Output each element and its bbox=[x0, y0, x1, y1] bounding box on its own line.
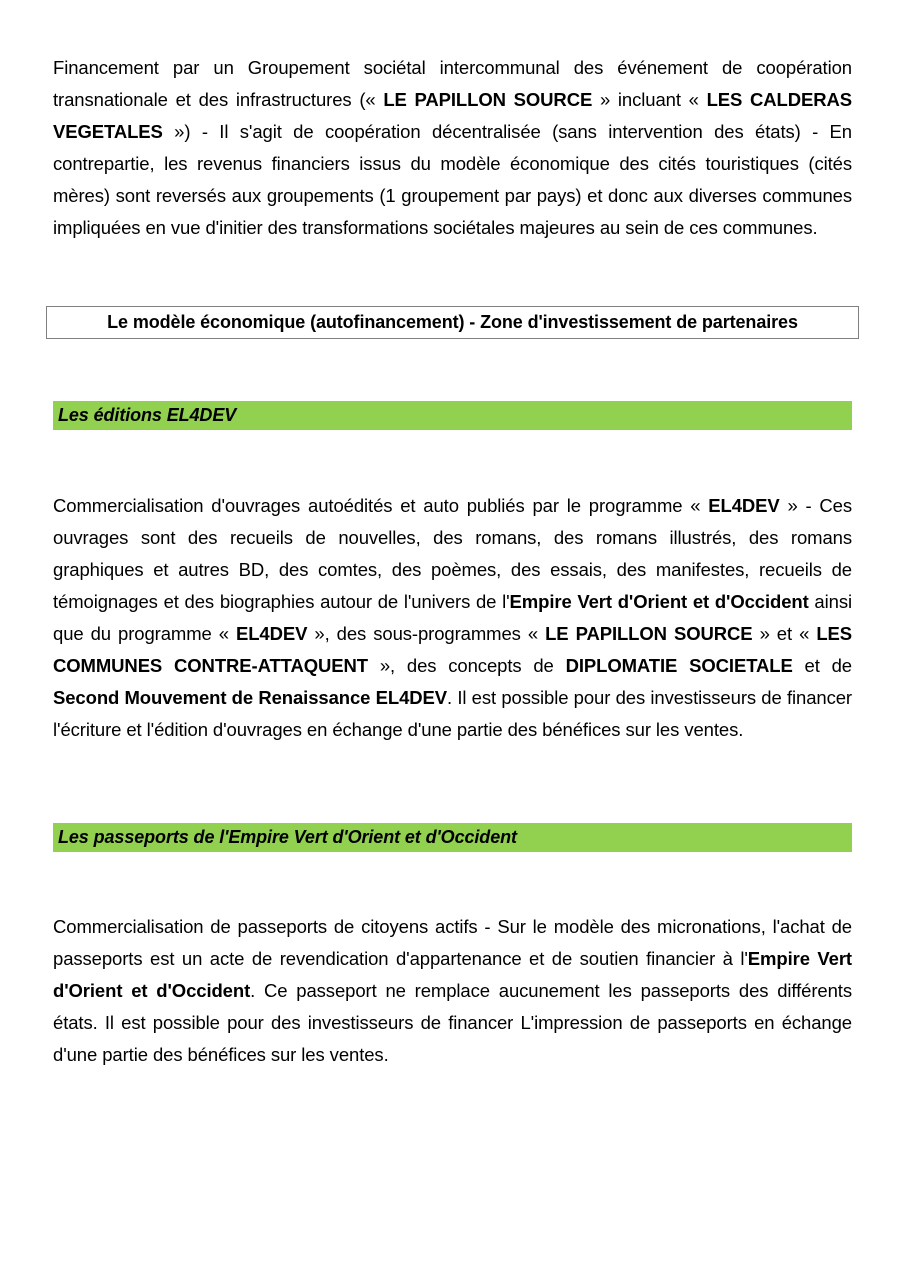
spacer bbox=[53, 339, 852, 401]
emphasis-text: EL4DEV bbox=[708, 495, 780, 516]
spacer bbox=[53, 852, 852, 911]
body-text: ainsi que du programme « bbox=[53, 591, 852, 644]
emphasis-text: Second Mouvement de Renaissance EL4DEV bbox=[53, 687, 448, 708]
body-text: » - Ces ouvrages sont des recueils de nouvelles, des romans, des romans illustrés, des romans graphiques et autres BD, des comtes, des poèmes, des essais, des manifestes, recueils de témoignages et des biographies autour de l'univers de l' bbox=[53, 495, 852, 612]
body-text: » et « bbox=[752, 623, 817, 644]
emphasis-text: DIPLOMATIE SOCIETALE bbox=[565, 655, 793, 676]
emphasis-text: Empire Vert d'Orient et d'Occident bbox=[53, 948, 852, 1001]
emphasis-text: EL4DEV bbox=[235, 623, 308, 644]
body-text: », des sous-programmes « bbox=[307, 623, 546, 644]
body-text: . Il est possible pour des investisseurs de financer l'écriture et l'édition d'ouvrages en échange d'une partie des bénéfices sur les ventes. bbox=[53, 687, 852, 740]
spacer bbox=[53, 430, 852, 490]
body-text: Commercialisation d'ouvrages autoédités et auto publiés par le programme « bbox=[53, 495, 709, 516]
spacer bbox=[53, 746, 852, 823]
emphasis-text: LES CALDERAS VEGETALES bbox=[53, 89, 852, 142]
body-text: Financement par un Groupement sociétal intercommunal des événement de coopération transnationale et des infrastructures (« bbox=[53, 57, 852, 110]
spacer bbox=[53, 244, 852, 306]
body-text: et de bbox=[792, 655, 852, 676]
body-text: . Ce passeport ne remplace aucunement les passeports des différents états. Il est possible pour des investisseurs de financer L'impression de passeports en échange d'une partie des bénéfices sur les ventes. bbox=[53, 980, 852, 1065]
green-heading-passeports: Les passeports de l'Empire Vert d'Orient et d'Occident bbox=[53, 823, 852, 852]
emphasis-text: LES COMMUNES CONTRE-ATTAQUENT bbox=[53, 623, 852, 676]
body-text: », des concepts de bbox=[368, 655, 566, 676]
paragraph-editions bbox=[53, 490, 852, 746]
boxed-heading-wrapper bbox=[46, 306, 859, 339]
emphasis-text: Empire Vert d'Orient et d'Occident bbox=[509, 591, 809, 612]
green-heading-wrapper-passeports bbox=[53, 823, 852, 852]
body-text: » incluant « bbox=[592, 89, 707, 110]
paragraph-passeports bbox=[53, 911, 852, 1071]
document-content bbox=[53, 52, 852, 1071]
emphasis-text: LE PAPILLON SOURCE bbox=[383, 89, 593, 110]
green-heading-editions: Les éditions EL4DEV bbox=[53, 401, 852, 430]
emphasis-text: LE PAPILLON SOURCE bbox=[545, 623, 753, 644]
paragraph-financement bbox=[53, 52, 852, 244]
green-heading-wrapper-editions bbox=[53, 401, 852, 430]
body-text: ») - Il s'agit de coopération décentralisée (sans intervention des états) - En contrepartie, les revenus financiers issus du modèle économique des cités touristiques (cités mères) sont reversés aux groupements (1 groupement par pays) et donc aux diverses communes impliquées en vue d'initier des transformations sociétales majeures au sein de ces communes. bbox=[53, 121, 852, 238]
boxed-heading-modele-economique: Le modèle économique (autofinancement) - Zone d'investissement de partenaires bbox=[46, 306, 859, 339]
body-text: Commercialisation de passeports de citoyens actifs - Sur le modèle des micronations, l'achat de passeports est un acte de revendication d'appartenance et de soutien financier à l' bbox=[53, 916, 852, 969]
